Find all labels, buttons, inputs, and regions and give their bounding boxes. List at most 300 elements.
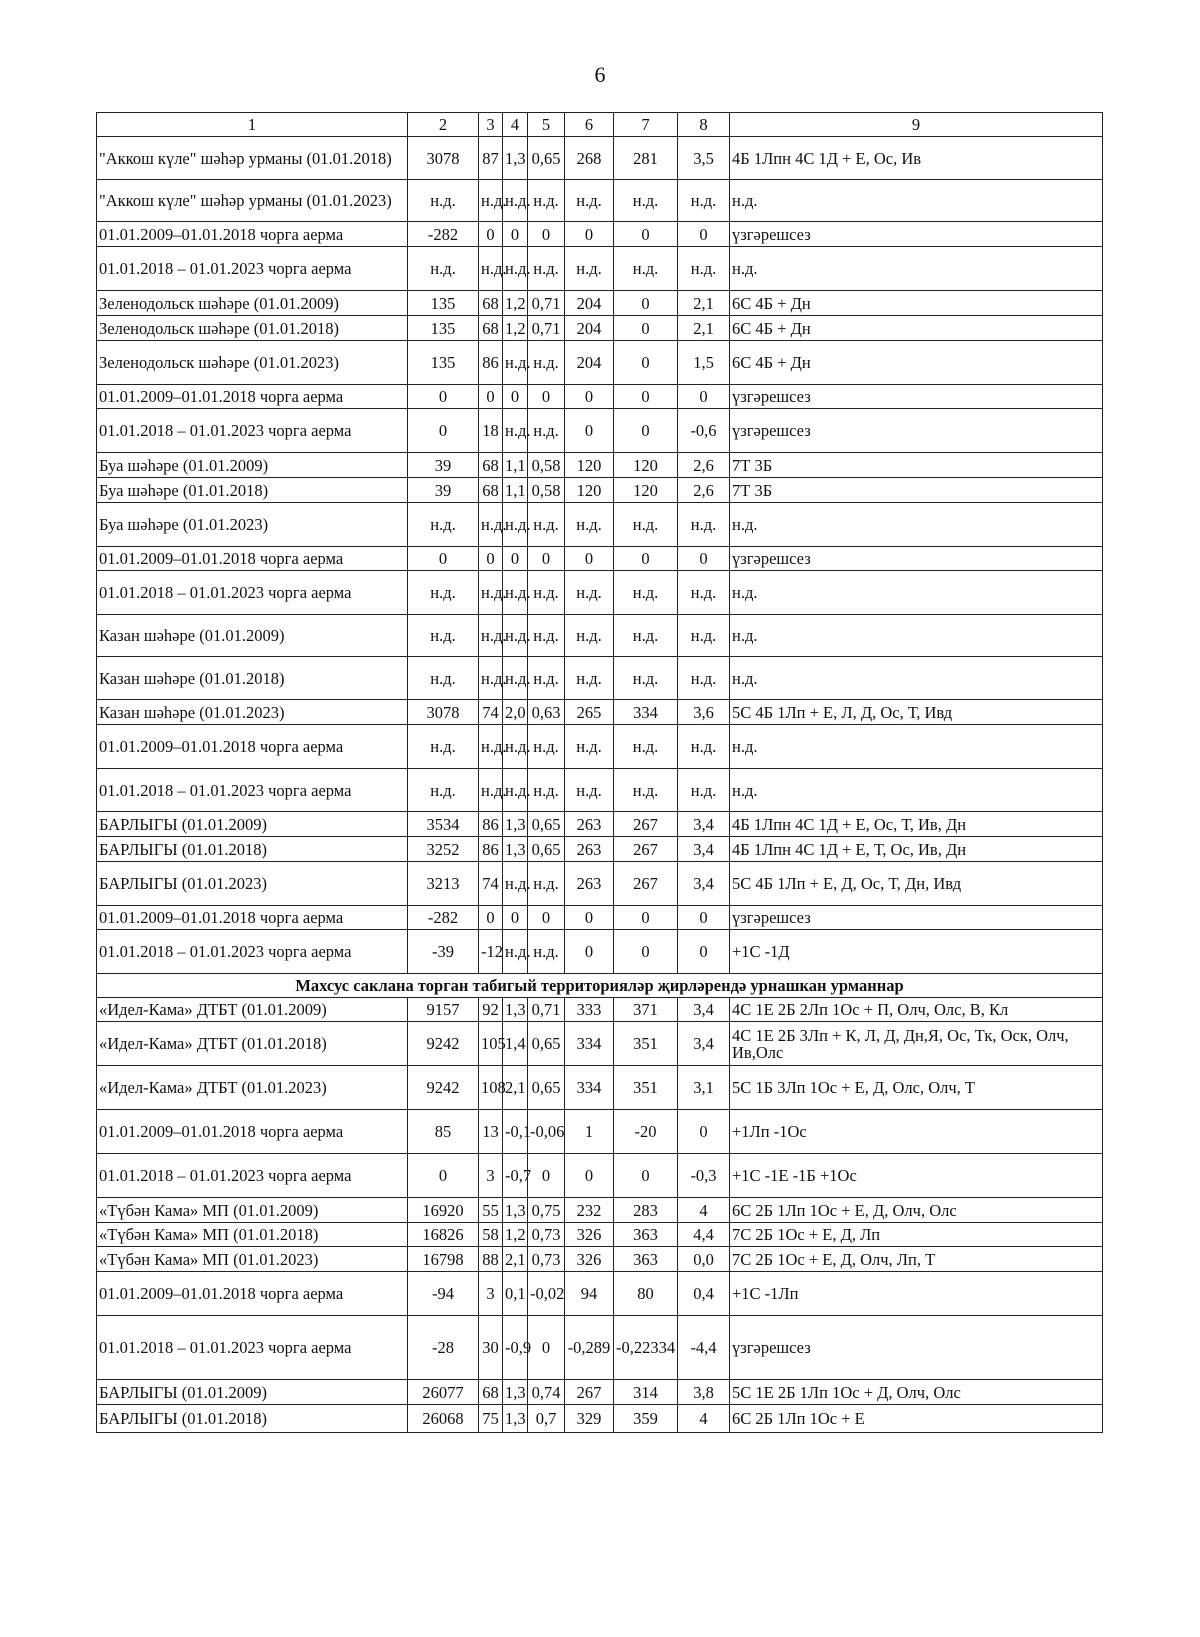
stock-value: н.д.: [565, 769, 614, 812]
column-header: 7: [614, 113, 678, 137]
table-row: [97, 769, 1103, 812]
row-label: Буа шәһәре (01.01.2009): [97, 453, 408, 478]
row-label: «Идел-Кама» ДТБТ (01.01.2023): [97, 1066, 408, 1110]
composition-value: 7С 2Б 1Ос + Е, Д, Олч, Лп, Т: [730, 1247, 1103, 1272]
class-value: 1,2: [503, 1223, 528, 1247]
row-label: БАРЛЫГЫ (01.01.2018): [97, 1405, 408, 1433]
area-value: н.д.: [408, 725, 479, 769]
stock-2-value: н.д.: [614, 725, 678, 769]
density-value: н.д.: [528, 180, 565, 222]
area-value: н.д.: [408, 503, 479, 547]
age-value: 0: [479, 385, 503, 409]
composition-value: 6С 4Б + Дн: [730, 291, 1103, 316]
composition-value: үзгәрешсез: [730, 222, 1103, 247]
age-value: н.д.: [479, 725, 503, 769]
stock-value: 0: [565, 906, 614, 930]
stock-2-value: 0: [614, 385, 678, 409]
stock-2-value: 0: [614, 409, 678, 453]
table-row: [97, 837, 1103, 862]
table-row: [97, 1223, 1103, 1247]
density-value: 0,63: [528, 700, 565, 725]
row-label: 01.01.2009–01.01.2018 чорга аерма: [97, 222, 408, 247]
age-value: 105: [479, 1022, 503, 1066]
row-label: 01.01.2009–01.01.2018 чорга аерма: [97, 1110, 408, 1154]
class-value: 2,0: [503, 700, 528, 725]
stock-value: 333: [565, 998, 614, 1022]
quality-value: 1,5: [678, 341, 730, 385]
class-value: 1,3: [503, 1380, 528, 1405]
class-value: 1,2: [503, 291, 528, 316]
area-value: 3213: [408, 862, 479, 906]
density-value: -0,02: [528, 1272, 565, 1316]
age-value: -12: [479, 930, 503, 974]
composition-value: үзгәрешсез: [730, 409, 1103, 453]
row-label: БАРЛЫГЫ (01.01.2023): [97, 862, 408, 906]
stock-2-value: 371: [614, 998, 678, 1022]
row-label: БАРЛЫГЫ (01.01.2018): [97, 837, 408, 862]
stock-2-value: 351: [614, 1066, 678, 1110]
table-row: [97, 1198, 1103, 1223]
column-header: 4: [503, 113, 528, 137]
class-value: 0: [503, 547, 528, 571]
table-row: [97, 657, 1103, 700]
density-value: н.д.: [528, 247, 565, 291]
stock-2-value: н.д.: [614, 657, 678, 700]
area-value: 26077: [408, 1380, 479, 1405]
stock-2-value: 283: [614, 1198, 678, 1223]
stock-2-value: 281: [614, 137, 678, 180]
class-value: н.д.: [503, 503, 528, 547]
density-value: 0,73: [528, 1223, 565, 1247]
density-value: н.д.: [528, 862, 565, 906]
composition-value: 4С 1Е 2Б 3Лп + К, Л, Д, Дн,Я, Ос, Тк, Оск, Олч, Ив,Олс: [730, 1022, 1103, 1066]
table-row: [97, 316, 1103, 341]
stock-value: 334: [565, 1066, 614, 1110]
area-value: 135: [408, 341, 479, 385]
table-row: [97, 812, 1103, 837]
quality-value: 2,6: [678, 478, 730, 503]
table-body: [97, 113, 1103, 1433]
quality-value: н.д.: [678, 725, 730, 769]
density-value: 0,71: [528, 316, 565, 341]
row-label: "Аккош күле" шәһәр урманы (01.01.2023): [97, 180, 408, 222]
density-value: 0: [528, 385, 565, 409]
density-value: 0,75: [528, 1198, 565, 1223]
composition-value: 4С 1Е 2Б 2Лп 1Ос + П, Олч, Олс, В, Кл: [730, 998, 1103, 1022]
column-header: 3: [479, 113, 503, 137]
row-label: 01.01.2018 – 01.01.2023 чорга аерма: [97, 1316, 408, 1380]
density-value: 0: [528, 222, 565, 247]
column-header: 8: [678, 113, 730, 137]
age-value: 68: [479, 316, 503, 341]
quality-value: -4,4: [678, 1316, 730, 1380]
stock-2-value: 0: [614, 341, 678, 385]
stock-value: н.д.: [565, 657, 614, 700]
stock-value: 334: [565, 1022, 614, 1066]
age-value: 74: [479, 700, 503, 725]
area-value: 3252: [408, 837, 479, 862]
stock-2-value: 0: [614, 291, 678, 316]
area-value: 26068: [408, 1405, 479, 1433]
composition-value: н.д.: [730, 769, 1103, 812]
composition-value: 5С 1Е 2Б 1Лп 1Ос + Д, Олч, Олс: [730, 1380, 1103, 1405]
area-value: н.д.: [408, 769, 479, 812]
row-label: «Түбән Кама» МП (01.01.2009): [97, 1198, 408, 1223]
class-value: н.д.: [503, 725, 528, 769]
stock-value: 263: [565, 862, 614, 906]
density-value: 0,65: [528, 837, 565, 862]
area-value: н.д.: [408, 247, 479, 291]
area-value: 3078: [408, 137, 479, 180]
age-value: 13: [479, 1110, 503, 1154]
stock-2-value: 363: [614, 1223, 678, 1247]
row-label: Казан шәһәре (01.01.2023): [97, 700, 408, 725]
quality-value: 4,4: [678, 1223, 730, 1247]
stock-value: 120: [565, 453, 614, 478]
stock-2-value: 80: [614, 1272, 678, 1316]
row-label: 01.01.2009–01.01.2018 чорга аерма: [97, 1272, 408, 1316]
table-row: [97, 906, 1103, 930]
class-value: -0,7: [503, 1154, 528, 1198]
quality-value: 2,1: [678, 291, 730, 316]
stock-value: -0,289: [565, 1316, 614, 1380]
row-label: 01.01.2009–01.01.2018 чорга аерма: [97, 385, 408, 409]
quality-value: 3,5: [678, 137, 730, 180]
age-value: н.д.: [479, 247, 503, 291]
composition-value: 5С 1Б 3Лп 1Ос + Е, Д, Олс, Олч, Т: [730, 1066, 1103, 1110]
quality-value: 0: [678, 222, 730, 247]
quality-value: 0: [678, 906, 730, 930]
stock-value: 326: [565, 1223, 614, 1247]
stock-2-value: н.д.: [614, 769, 678, 812]
forest-data-table: [96, 112, 1103, 1433]
density-value: 0: [528, 1154, 565, 1198]
age-value: н.д.: [479, 657, 503, 700]
row-label: 01.01.2018 – 01.01.2023 чорга аерма: [97, 409, 408, 453]
quality-value: 3,1: [678, 1066, 730, 1110]
area-value: 3534: [408, 812, 479, 837]
stock-2-value: 0: [614, 1154, 678, 1198]
composition-value: н.д.: [730, 247, 1103, 291]
stock-value: н.д.: [565, 571, 614, 615]
density-value: н.д.: [528, 341, 565, 385]
quality-value: 0: [678, 547, 730, 571]
table-row: [97, 503, 1103, 547]
table-row: [97, 180, 1103, 222]
class-value: 2,1: [503, 1066, 528, 1110]
stock-2-value: н.д.: [614, 180, 678, 222]
stock-2-value: 120: [614, 478, 678, 503]
table-row: [97, 385, 1103, 409]
age-value: н.д.: [479, 769, 503, 812]
row-label: «Идел-Кама» ДТБТ (01.01.2018): [97, 1022, 408, 1066]
column-header: 6: [565, 113, 614, 137]
stock-value: 0: [565, 1154, 614, 1198]
table-row: [97, 1247, 1103, 1272]
class-value: 0: [503, 906, 528, 930]
composition-value: +1С -1Лп: [730, 1272, 1103, 1316]
table-row: [97, 137, 1103, 180]
age-value: 68: [479, 291, 503, 316]
composition-value: 4Б 1Лпн 4С 1Д + Е, Ос, Ив: [730, 137, 1103, 180]
section-title-row: [97, 974, 1103, 998]
quality-value: 0: [678, 930, 730, 974]
density-value: 0,65: [528, 812, 565, 837]
stock-value: 329: [565, 1405, 614, 1433]
area-value: 39: [408, 478, 479, 503]
area-value: 0: [408, 547, 479, 571]
composition-value: 6С 4Б + Дн: [730, 341, 1103, 385]
area-value: 3078: [408, 700, 479, 725]
stock-value: 1: [565, 1110, 614, 1154]
composition-value: 4Б 1Лпн 4С 1Д + Е, Т, Ос, Ив, Дн: [730, 837, 1103, 862]
quality-value: н.д.: [678, 247, 730, 291]
table-row: [97, 1154, 1103, 1198]
age-value: 87: [479, 137, 503, 180]
composition-value: үзгәрешсез: [730, 385, 1103, 409]
density-value: 0,65: [528, 1066, 565, 1110]
stock-2-value: 0: [614, 547, 678, 571]
density-value: 0,58: [528, 453, 565, 478]
density-value: 0,73: [528, 1247, 565, 1272]
table-row: [97, 930, 1103, 974]
area-value: 0: [408, 1154, 479, 1198]
stock-2-value: 120: [614, 453, 678, 478]
age-value: 108: [479, 1066, 503, 1110]
class-value: -0,1: [503, 1110, 528, 1154]
row-label: 01.01.2009–01.01.2018 чорга аерма: [97, 725, 408, 769]
quality-value: 0: [678, 1110, 730, 1154]
stock-2-value: 267: [614, 812, 678, 837]
table-header-row: [97, 113, 1103, 137]
age-value: 86: [479, 341, 503, 385]
composition-value: үзгәрешсез: [730, 547, 1103, 571]
composition-value: н.д.: [730, 725, 1103, 769]
class-value: 1,1: [503, 478, 528, 503]
age-value: н.д.: [479, 180, 503, 222]
class-value: 1,3: [503, 137, 528, 180]
quality-value: 0,4: [678, 1272, 730, 1316]
age-value: 68: [479, 453, 503, 478]
age-value: 3: [479, 1272, 503, 1316]
density-value: 0,58: [528, 478, 565, 503]
stock-value: н.д.: [565, 180, 614, 222]
density-value: н.д.: [528, 769, 565, 812]
age-value: 75: [479, 1405, 503, 1433]
class-value: н.д.: [503, 247, 528, 291]
stock-value: 94: [565, 1272, 614, 1316]
quality-value: 3,4: [678, 837, 730, 862]
age-value: 58: [479, 1223, 503, 1247]
row-label: Зеленодольск шәһәре (01.01.2023): [97, 341, 408, 385]
area-value: н.д.: [408, 615, 479, 657]
table-row: [97, 725, 1103, 769]
density-value: 0: [528, 547, 565, 571]
composition-value: 7Т 3Б: [730, 453, 1103, 478]
composition-value: 5С 4Б 1Лп + Е, Д, Ос, Т, Дн, Ивд: [730, 862, 1103, 906]
class-value: 1,4: [503, 1022, 528, 1066]
table-row: [97, 1380, 1103, 1405]
class-value: н.д.: [503, 657, 528, 700]
class-value: 1,3: [503, 837, 528, 862]
table-row: [97, 1022, 1103, 1066]
row-label: 01.01.2009–01.01.2018 чорга аерма: [97, 547, 408, 571]
class-value: 2,1: [503, 1247, 528, 1272]
quality-value: 3,4: [678, 812, 730, 837]
table-row: [97, 453, 1103, 478]
stock-2-value: 359: [614, 1405, 678, 1433]
area-value: 135: [408, 291, 479, 316]
density-value: н.д.: [528, 657, 565, 700]
age-value: 86: [479, 837, 503, 862]
quality-value: н.д.: [678, 657, 730, 700]
class-value: 0: [503, 385, 528, 409]
row-label: Казан шәһәре (01.01.2009): [97, 615, 408, 657]
class-value: 1,3: [503, 1198, 528, 1223]
stock-2-value: 0: [614, 906, 678, 930]
area-value: 9242: [408, 1022, 479, 1066]
stock-value: н.д.: [565, 247, 614, 291]
row-label: Буа шәһәре (01.01.2023): [97, 503, 408, 547]
stock-value: н.д.: [565, 725, 614, 769]
age-value: 74: [479, 862, 503, 906]
density-value: 0,74: [528, 1380, 565, 1405]
composition-value: 5С 4Б 1Лп + Е, Л, Д, Ос, Т, Ивд: [730, 700, 1103, 725]
density-value: н.д.: [528, 725, 565, 769]
composition-value: +1С -1Е -1Б +1Ос: [730, 1154, 1103, 1198]
stock-2-value: 314: [614, 1380, 678, 1405]
area-value: 0: [408, 385, 479, 409]
row-label: БАРЛЫГЫ (01.01.2009): [97, 1380, 408, 1405]
stock-2-value: 0: [614, 930, 678, 974]
table-row: [97, 1316, 1103, 1380]
stock-value: 204: [565, 316, 614, 341]
age-value: 0: [479, 222, 503, 247]
stock-value: 120: [565, 478, 614, 503]
density-value: 0: [528, 906, 565, 930]
composition-value: н.д.: [730, 180, 1103, 222]
section-title: Махсус саклана торган табигый территорияләр җирләрендә урнашкан урманнар: [97, 974, 1103, 998]
row-label: «Идел-Кама» ДТБТ (01.01.2009): [97, 998, 408, 1022]
density-value: н.д.: [528, 503, 565, 547]
table-row: [97, 998, 1103, 1022]
age-value: 92: [479, 998, 503, 1022]
stock-value: 0: [565, 385, 614, 409]
stock-value: 0: [565, 930, 614, 974]
table-row: [97, 547, 1103, 571]
stock-value: 232: [565, 1198, 614, 1223]
composition-value: 7Т 3Б: [730, 478, 1103, 503]
age-value: 0: [479, 547, 503, 571]
stock-value: 0: [565, 547, 614, 571]
quality-value: н.д.: [678, 180, 730, 222]
quality-value: 0: [678, 385, 730, 409]
composition-value: 4Б 1Лпн 4С 1Д + Е, Ос, Т, Ив, Дн: [730, 812, 1103, 837]
composition-value: 6С 2Б 1Лп 1Ос + Е, Д, Олч, Олс: [730, 1198, 1103, 1223]
quality-value: 3,4: [678, 998, 730, 1022]
age-value: н.д.: [479, 503, 503, 547]
density-value: -0,06: [528, 1110, 565, 1154]
quality-value: 3,4: [678, 862, 730, 906]
stock-2-value: 363: [614, 1247, 678, 1272]
density-value: 0: [528, 1316, 565, 1380]
class-value: н.д.: [503, 769, 528, 812]
class-value: -0,9: [503, 1316, 528, 1380]
row-label: 01.01.2018 – 01.01.2023 чорга аерма: [97, 930, 408, 974]
area-value: 16920: [408, 1198, 479, 1223]
age-value: 88: [479, 1247, 503, 1272]
quality-value: 3,6: [678, 700, 730, 725]
quality-value: 2,1: [678, 316, 730, 341]
quality-value: 2,6: [678, 453, 730, 478]
stock-2-value: 0: [614, 222, 678, 247]
row-label: 01.01.2018 – 01.01.2023 чорга аерма: [97, 247, 408, 291]
row-label: Зеленодольск шәһәре (01.01.2009): [97, 291, 408, 316]
class-value: н.д.: [503, 930, 528, 974]
table-row: [97, 1110, 1103, 1154]
row-label: «Түбән Кама» МП (01.01.2023): [97, 1247, 408, 1272]
table-row: [97, 1405, 1103, 1433]
stock-value: 0: [565, 409, 614, 453]
table-row: [97, 571, 1103, 615]
stock-2-value: н.д.: [614, 615, 678, 657]
column-header: 5: [528, 113, 565, 137]
density-value: н.д.: [528, 930, 565, 974]
composition-value: +1С -1Д: [730, 930, 1103, 974]
density-value: 0,71: [528, 998, 565, 1022]
age-value: 3: [479, 1154, 503, 1198]
class-value: 1,2: [503, 316, 528, 341]
density-value: н.д.: [528, 571, 565, 615]
composition-value: үзгәрешсез: [730, 1316, 1103, 1380]
row-label: Зеленодольск шәһәре (01.01.2018): [97, 316, 408, 341]
table-row: [97, 862, 1103, 906]
area-value: -282: [408, 906, 479, 930]
table-row: [97, 1066, 1103, 1110]
area-value: 0: [408, 409, 479, 453]
area-value: 9157: [408, 998, 479, 1022]
table-row: [97, 247, 1103, 291]
age-value: 18: [479, 409, 503, 453]
area-value: 16798: [408, 1247, 479, 1272]
class-value: 1,3: [503, 998, 528, 1022]
area-value: -39: [408, 930, 479, 974]
quality-value: н.д.: [678, 503, 730, 547]
class-value: н.д.: [503, 409, 528, 453]
age-value: 86: [479, 812, 503, 837]
quality-value: 4: [678, 1405, 730, 1433]
stock-2-value: 267: [614, 837, 678, 862]
age-value: н.д.: [479, 571, 503, 615]
age-value: 55: [479, 1198, 503, 1223]
stock-value: 0: [565, 222, 614, 247]
stock-2-value: н.д.: [614, 247, 678, 291]
quality-value: 3,8: [678, 1380, 730, 1405]
area-value: н.д.: [408, 657, 479, 700]
quality-value: н.д.: [678, 769, 730, 812]
row-label: 01.01.2009–01.01.2018 чорга аерма: [97, 906, 408, 930]
density-value: 0,65: [528, 137, 565, 180]
age-value: 30: [479, 1316, 503, 1380]
row-label: Буа шәһәре (01.01.2018): [97, 478, 408, 503]
stock-2-value: н.д.: [614, 571, 678, 615]
area-value: -282: [408, 222, 479, 247]
class-value: н.д.: [503, 341, 528, 385]
table-row: [97, 291, 1103, 316]
area-value: н.д.: [408, 571, 479, 615]
composition-value: 6С 2Б 1Лп 1Ос + Е: [730, 1405, 1103, 1433]
stock-value: 268: [565, 137, 614, 180]
